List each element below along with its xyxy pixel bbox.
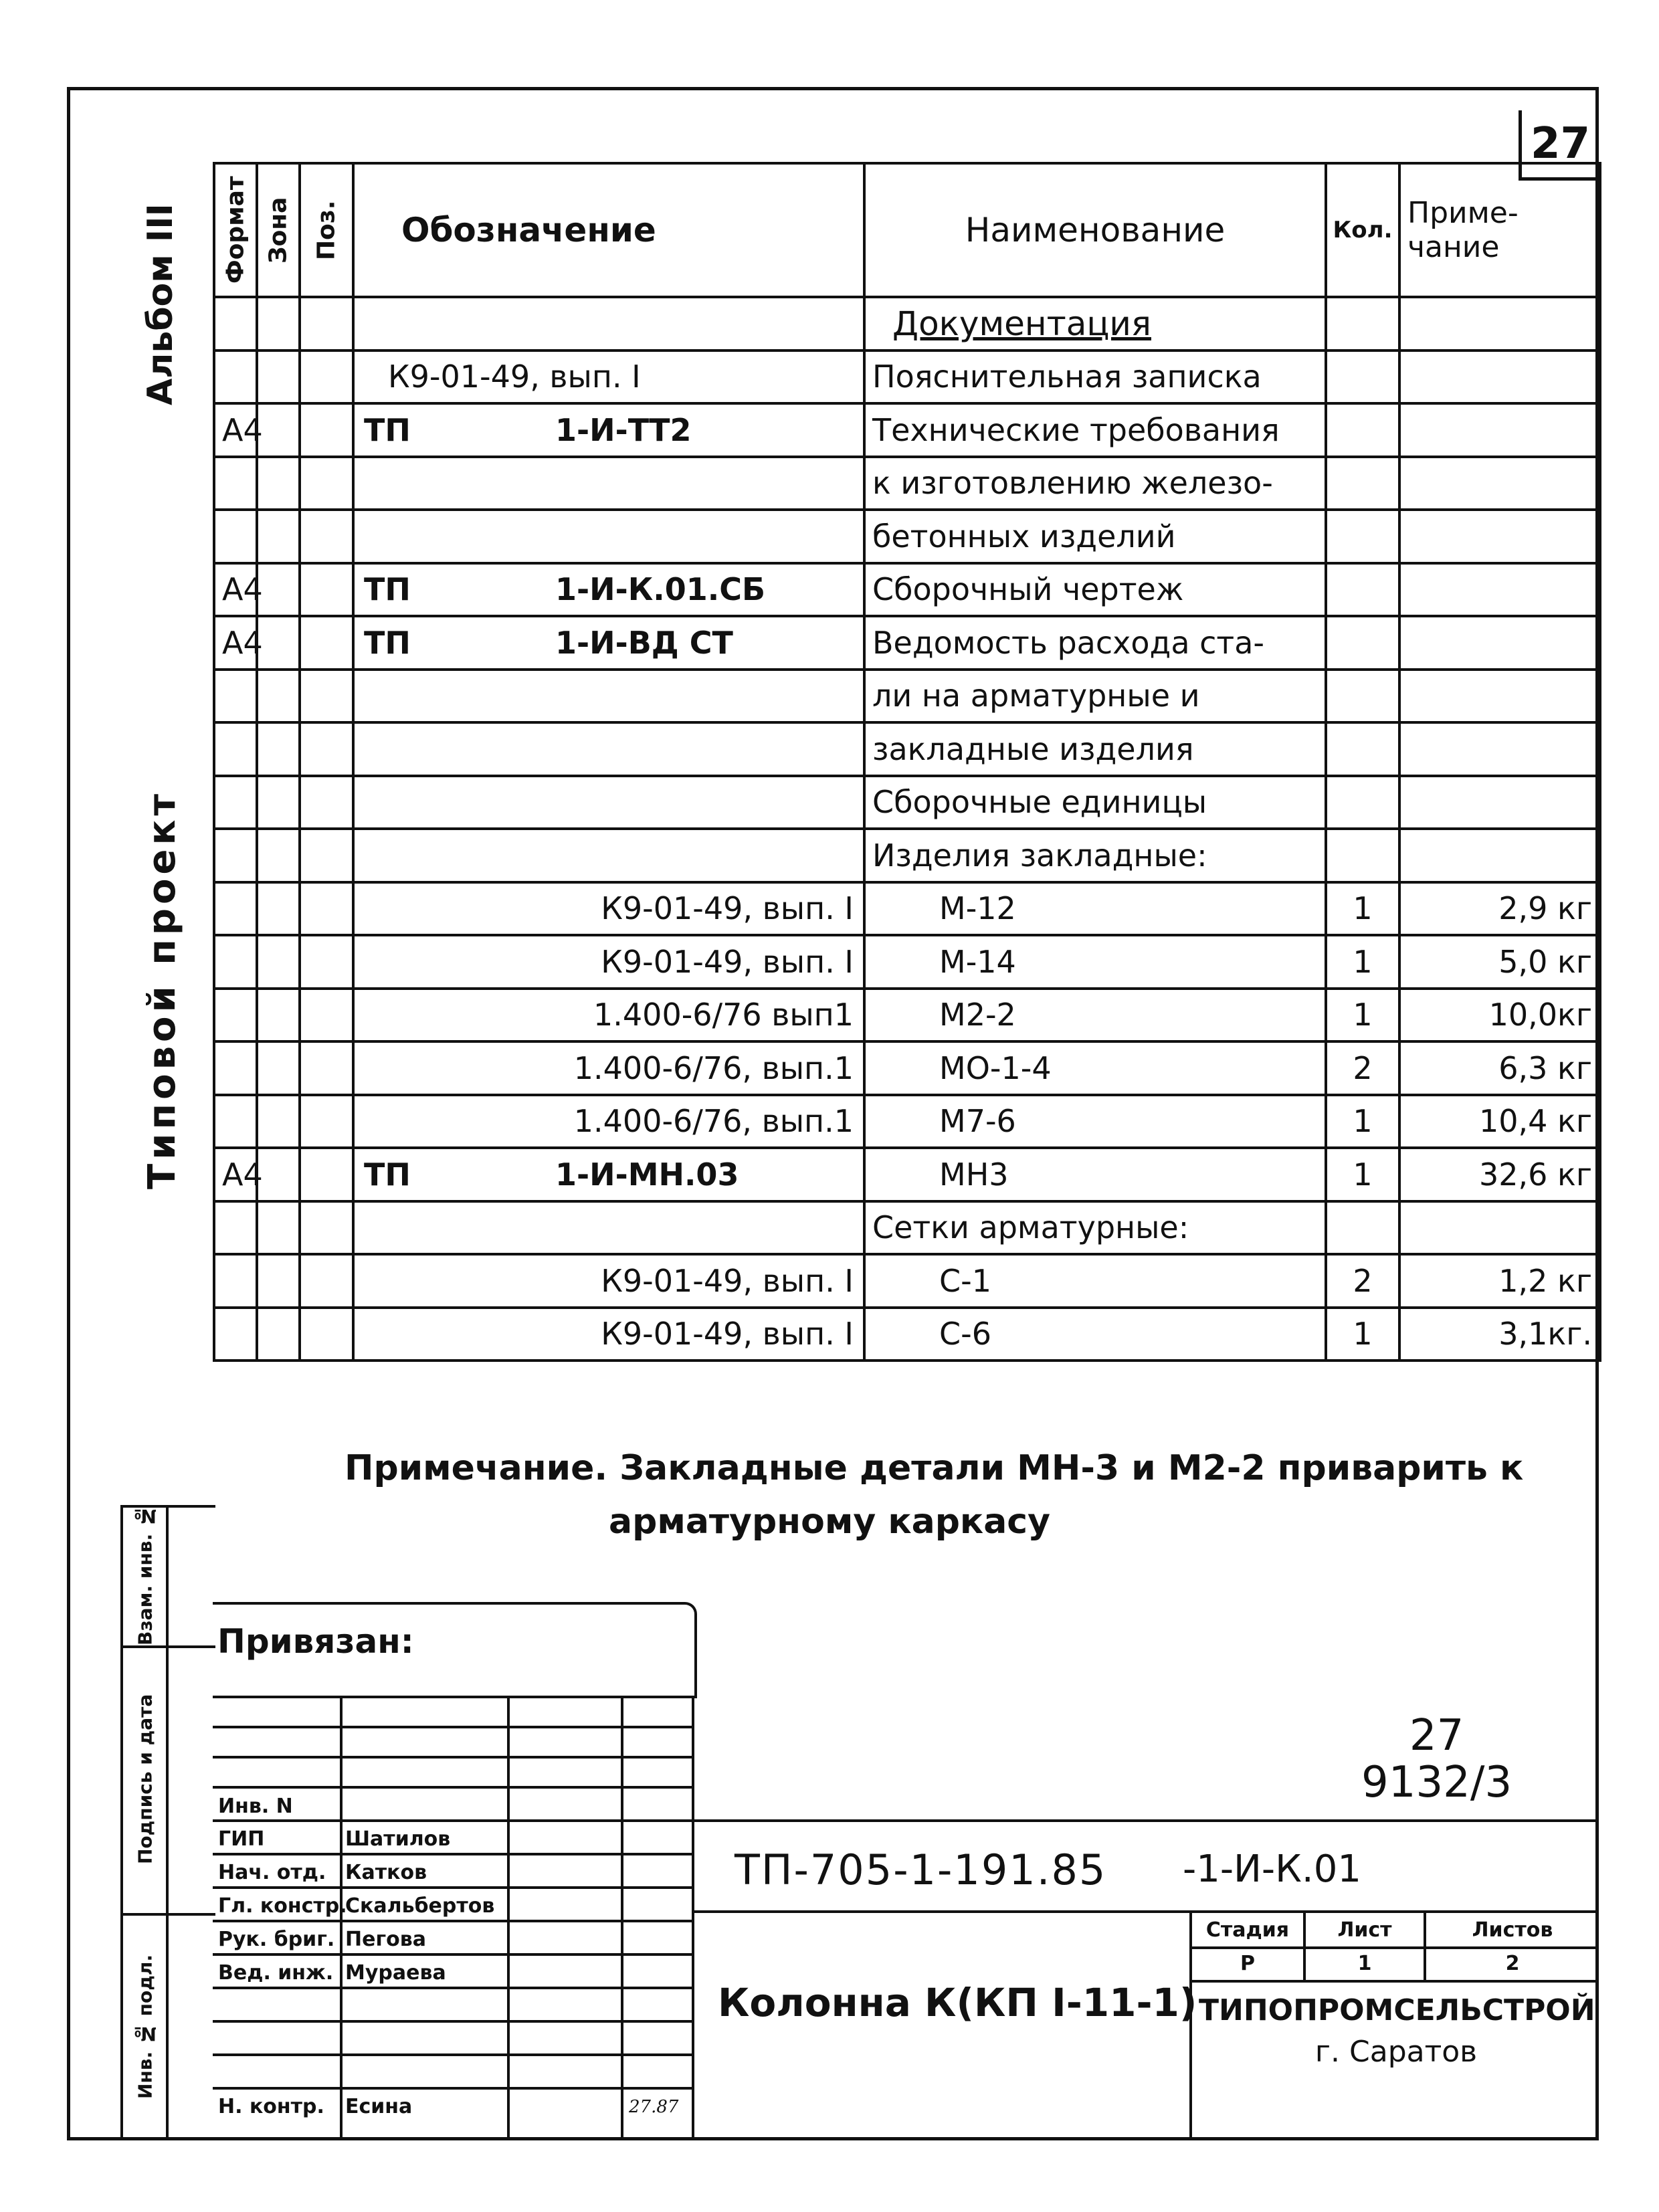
name-cell: С-1 xyxy=(864,1254,1326,1308)
note-cell xyxy=(1399,510,1600,563)
object-name: Колонна К(КП I-11-1) xyxy=(718,1980,1197,2025)
qty-cell xyxy=(1326,1201,1399,1255)
strip-label-signature: Подпись и дата xyxy=(134,1694,157,1865)
inv-row xyxy=(213,1789,694,1823)
header-format: Формат xyxy=(214,163,257,297)
note-cell: 10,0кг xyxy=(1399,989,1600,1042)
zone-cell xyxy=(257,1201,300,1255)
pos-cell xyxy=(300,1201,353,1255)
designation-cell xyxy=(353,989,864,1042)
name-cell: МО-1-4 xyxy=(864,1041,1326,1095)
table-row xyxy=(214,1041,1600,1095)
stage-value-row xyxy=(1192,1946,1599,1983)
header-zone: Зона xyxy=(257,163,300,297)
table-row xyxy=(214,776,1600,829)
zone-cell xyxy=(257,1148,300,1201)
qty-cell xyxy=(1326,776,1399,829)
designation-cell xyxy=(353,882,864,936)
signature-row xyxy=(213,1822,694,1855)
format-cell xyxy=(214,722,257,776)
signature-row xyxy=(213,1989,694,2023)
name-cell: ли на арматурные и xyxy=(864,670,1326,723)
pos-cell xyxy=(300,510,353,563)
grid-line xyxy=(213,1786,694,1789)
pos-cell xyxy=(300,722,353,776)
zone-cell xyxy=(257,616,300,670)
zone-cell xyxy=(257,829,300,882)
designation-cell xyxy=(353,670,864,723)
note-cell: 1,2 кг xyxy=(1399,1254,1600,1308)
grid-line xyxy=(213,1726,694,1728)
specification-table xyxy=(213,162,1601,1362)
doc-code: ТП-705-1-191.85 xyxy=(735,1845,1107,1894)
sheet-fraction-bottom: 9132/3 xyxy=(1361,1758,1512,1807)
format-cell xyxy=(214,1254,257,1308)
designation-cell xyxy=(353,935,864,989)
designation-ref: 1.400-6/76, вып.1 xyxy=(573,1049,854,1086)
org-name: ТИПОПРОМСЕЛЬСТРОЙ xyxy=(1199,1993,1595,2027)
designation-cell xyxy=(353,776,864,829)
zone-cell xyxy=(257,403,300,457)
table-row xyxy=(214,1148,1600,1201)
org-city: г. Саратов xyxy=(1314,2035,1478,2069)
grid-line xyxy=(213,2053,694,2056)
person-name: Есина xyxy=(345,2095,413,2118)
qty-cell xyxy=(1326,350,1399,404)
table-row xyxy=(214,935,1600,989)
qty-cell xyxy=(1326,563,1399,617)
sheets-value: 2 xyxy=(1505,1951,1520,1975)
pos-cell xyxy=(300,1041,353,1095)
zone-cell xyxy=(257,1308,300,1361)
header-designation: Обозначение xyxy=(353,163,864,297)
signature-row xyxy=(213,2090,694,2123)
format-cell xyxy=(214,297,257,350)
pos-cell xyxy=(300,1308,353,1361)
designation-ref: 1.400-6/76, вып.1 xyxy=(573,1103,854,1140)
format-cell: А4 xyxy=(214,1148,257,1201)
name-cell: бетонных изделий xyxy=(864,510,1326,563)
page-number: 27 xyxy=(1519,110,1599,181)
name-cell: М7-6 xyxy=(864,1095,1326,1148)
qty-cell: 1 xyxy=(1326,935,1399,989)
note-cell: 2,9 кг xyxy=(1399,882,1600,936)
signature-row xyxy=(213,1922,694,1956)
designation-cell xyxy=(353,510,864,563)
qty-cell: 1 xyxy=(1326,1308,1399,1361)
designation-cell xyxy=(353,1254,864,1308)
designation-cell xyxy=(353,722,864,776)
note-cell xyxy=(1399,616,1600,670)
stage-box xyxy=(1189,1913,1599,2140)
note-line-1: Примечание. Закладные детали МН-3 и М2-2 приварить к xyxy=(345,1448,1524,1488)
zone-cell xyxy=(257,722,300,776)
zone-cell xyxy=(257,935,300,989)
note-cell xyxy=(1399,722,1600,776)
qty-cell xyxy=(1326,670,1399,723)
signature-row xyxy=(213,1956,694,1989)
pos-cell xyxy=(300,616,353,670)
designation-cell xyxy=(353,563,864,617)
header-qty: Кол. xyxy=(1326,163,1399,297)
person-name: Катков xyxy=(345,1861,427,1884)
format-cell xyxy=(214,829,257,882)
sheets-header: Листов xyxy=(1472,1918,1553,1942)
designation-cell xyxy=(353,1148,864,1201)
header-name: Наименование xyxy=(864,163,1326,297)
pos-cell xyxy=(300,1095,353,1148)
sheet-fraction-top: 27 xyxy=(1409,1711,1464,1761)
name-cell: Ведомость расхода ста- xyxy=(864,616,1326,670)
sign-date: 27.87 xyxy=(629,2097,679,2117)
zone-cell xyxy=(257,882,300,936)
designation-cell xyxy=(353,829,864,882)
note-cell: 3,1кг. xyxy=(1399,1308,1600,1361)
format-cell xyxy=(214,989,257,1042)
designation-ref: К9-01-49, вып. I xyxy=(601,1262,854,1299)
note-cell: 32,6 кг xyxy=(1399,1148,1600,1201)
zone-cell xyxy=(257,510,300,563)
organization xyxy=(1199,1990,1593,2073)
stage-header-row xyxy=(1192,1913,1599,1949)
designation-ref: К9-01-49, вып. I xyxy=(601,943,854,980)
pos-cell xyxy=(300,297,353,350)
designation-ref: 1.400-6/76 вып1 xyxy=(593,997,854,1033)
table-row xyxy=(214,1201,1600,1255)
role-label: Н. контр. xyxy=(218,2095,324,2118)
table-row xyxy=(214,510,1600,563)
name-cell: Сетки арматурные: xyxy=(864,1201,1326,1255)
grid-line xyxy=(213,1756,694,1758)
name-cell: Сборочные единицы xyxy=(864,776,1326,829)
pos-cell xyxy=(300,1254,353,1308)
table-row xyxy=(214,403,1600,457)
designation-cell xyxy=(353,1201,864,1255)
pos-cell xyxy=(300,882,353,936)
table-row xyxy=(214,722,1600,776)
table-row xyxy=(214,882,1600,936)
role-label: ГИП xyxy=(218,1827,265,1851)
designation-cell xyxy=(353,1041,864,1095)
table-row xyxy=(214,616,1600,670)
pos-cell xyxy=(300,350,353,404)
qty-cell xyxy=(1326,722,1399,776)
designation-number: 1-И-ТТ2 xyxy=(555,411,692,448)
format-cell xyxy=(214,1201,257,1255)
designation-prefix: ТП xyxy=(364,1156,411,1193)
role-label: Гл. констр. xyxy=(218,1894,347,1918)
title-block-lower xyxy=(694,1913,1599,2140)
format-cell xyxy=(214,1041,257,1095)
grid-line xyxy=(213,1696,694,1698)
pos-cell xyxy=(300,403,353,457)
format-cell xyxy=(214,776,257,829)
designation-cell xyxy=(353,616,864,670)
table-row xyxy=(214,297,1600,350)
strip-label-inventory: Инв. № подл. xyxy=(134,1954,157,2099)
left-strip xyxy=(120,1505,215,2140)
pos-cell xyxy=(300,457,353,510)
designation-cell xyxy=(353,457,864,510)
designation-cell xyxy=(353,350,864,404)
note-line-2: арматурному каркасу xyxy=(609,1502,1051,1542)
sheet-header: Лист xyxy=(1306,1913,1426,1946)
table-row xyxy=(214,563,1600,617)
table-row xyxy=(214,1254,1600,1308)
name-cell: М-12 xyxy=(864,882,1326,936)
format-cell: А4 xyxy=(214,616,257,670)
format-cell xyxy=(214,510,257,563)
zone-cell xyxy=(257,670,300,723)
table-row xyxy=(214,457,1600,510)
format-cell: А4 xyxy=(214,403,257,457)
note-cell xyxy=(1399,350,1600,404)
strip-divider xyxy=(166,1505,169,2140)
note-cell: 5,0 кг xyxy=(1399,935,1600,989)
qty-cell xyxy=(1326,403,1399,457)
qty-cell: 1 xyxy=(1326,989,1399,1042)
format-cell xyxy=(214,1308,257,1361)
doc-code-suffix: -1-И-К.01 xyxy=(1183,1847,1361,1891)
note-cell xyxy=(1399,563,1600,617)
inv-label: Инв. N xyxy=(218,1795,293,1818)
name-cell: М-14 xyxy=(864,935,1326,989)
table-row xyxy=(214,350,1600,404)
note-text xyxy=(345,1441,1589,1548)
bound-label: Привязан: xyxy=(217,1622,414,1661)
name-cell: Технические требования xyxy=(864,403,1326,457)
album-label: Альбом III xyxy=(140,203,181,405)
qty-cell xyxy=(1326,510,1399,563)
designation-number: 1-И-К.01.СБ xyxy=(555,571,766,608)
name-cell: Пояснительная записка xyxy=(864,350,1326,404)
designation-prefix: ТП xyxy=(364,411,411,448)
qty-cell xyxy=(1326,297,1399,350)
role-label: Нач. отд. xyxy=(218,1861,326,1884)
header-pos: Поз. xyxy=(300,163,353,297)
zone-cell xyxy=(257,297,300,350)
pos-cell xyxy=(300,563,353,617)
strip-label-replaced: Взам. инв. № xyxy=(134,1505,157,1645)
zone-cell xyxy=(257,1254,300,1308)
format-cell xyxy=(214,670,257,723)
name-cell: Документация xyxy=(864,297,1326,350)
designation-prefix: ТП xyxy=(364,624,411,661)
format-cell xyxy=(214,350,257,404)
name-cell: МН3 xyxy=(864,1148,1326,1201)
name-cell: к изготовлению железо- xyxy=(864,457,1326,510)
stage-header: Стадия xyxy=(1192,1913,1306,1946)
sheet-fraction xyxy=(1361,1712,1512,1806)
name-cell: закладные изделия xyxy=(864,722,1326,776)
person-name: Скальбертов xyxy=(345,1894,495,1918)
zone-cell xyxy=(257,776,300,829)
qty-cell xyxy=(1326,616,1399,670)
pos-cell xyxy=(300,989,353,1042)
format-cell xyxy=(214,457,257,510)
qty-cell: 1 xyxy=(1326,1148,1399,1201)
zone-cell xyxy=(257,563,300,617)
zone-cell xyxy=(257,1041,300,1095)
pos-cell xyxy=(300,829,353,882)
qty-cell xyxy=(1326,829,1399,882)
header-note: Приме-чание xyxy=(1399,163,1600,297)
note-cell: 10,4 кг xyxy=(1399,1095,1600,1148)
designation-cell xyxy=(353,403,864,457)
person-name: Мураева xyxy=(345,1961,446,1985)
zone-cell xyxy=(257,1095,300,1148)
role-label: Рук. бриг. xyxy=(218,1928,335,1951)
zone-cell xyxy=(257,350,300,404)
designation-cell xyxy=(353,297,864,350)
qty-cell: 2 xyxy=(1326,1254,1399,1308)
format-cell: А4 xyxy=(214,563,257,617)
designation-cell xyxy=(353,1095,864,1148)
table-row xyxy=(214,670,1600,723)
designation-ref: К9-01-49, вып. I xyxy=(388,359,641,395)
qty-cell xyxy=(1326,457,1399,510)
designation-number: 1-И-МН.03 xyxy=(555,1156,739,1193)
person-name: Шатилов xyxy=(345,1827,451,1851)
person-name: Пегова xyxy=(345,1928,426,1951)
sheet-value: 1 xyxy=(1306,1946,1426,1980)
name-cell: Сборочный чертеж xyxy=(864,563,1326,617)
format-cell xyxy=(214,935,257,989)
name-cell: С-6 xyxy=(864,1308,1326,1361)
note-cell: 6,3 кг xyxy=(1399,1041,1600,1095)
qty-cell: 1 xyxy=(1326,882,1399,936)
zone-cell xyxy=(257,457,300,510)
role-label: Вед. инж. xyxy=(218,1961,334,1985)
note-cell xyxy=(1399,297,1600,350)
qty-cell: 2 xyxy=(1326,1041,1399,1095)
note-cell xyxy=(1399,670,1600,723)
designation-ref: К9-01-49, вып. I xyxy=(601,890,854,927)
designation-cell xyxy=(353,1308,864,1361)
note-cell xyxy=(1399,457,1600,510)
note-cell xyxy=(1399,776,1600,829)
name-cell: М2-2 xyxy=(864,989,1326,1042)
pos-cell xyxy=(300,670,353,723)
pos-cell xyxy=(300,935,353,989)
project-label: Типовой проект xyxy=(140,790,184,1190)
note-cell xyxy=(1399,1201,1600,1255)
format-cell xyxy=(214,882,257,936)
table-row xyxy=(214,1095,1600,1148)
pos-cell xyxy=(300,776,353,829)
doc-code-row xyxy=(694,1819,1599,1913)
signature-grid xyxy=(213,1696,694,2140)
note-cell xyxy=(1399,829,1600,882)
designation-prefix: ТП xyxy=(364,571,411,608)
stage-value: Р xyxy=(1192,1946,1306,1980)
note-cell xyxy=(1399,403,1600,457)
pos-cell xyxy=(300,1148,353,1201)
signature-row xyxy=(213,1855,694,1889)
table-row xyxy=(214,1308,1600,1361)
name-cell: Изделия закладные: xyxy=(864,829,1326,882)
signature-row xyxy=(213,1889,694,1922)
table-row xyxy=(214,989,1600,1042)
format-cell xyxy=(214,1095,257,1148)
qty-cell: 1 xyxy=(1326,1095,1399,1148)
designation-number: 1-И-ВД СТ xyxy=(555,624,733,661)
designation-ref: К9-01-49, вып. I xyxy=(601,1316,854,1352)
zone-cell xyxy=(257,989,300,1042)
table-row xyxy=(214,829,1600,882)
